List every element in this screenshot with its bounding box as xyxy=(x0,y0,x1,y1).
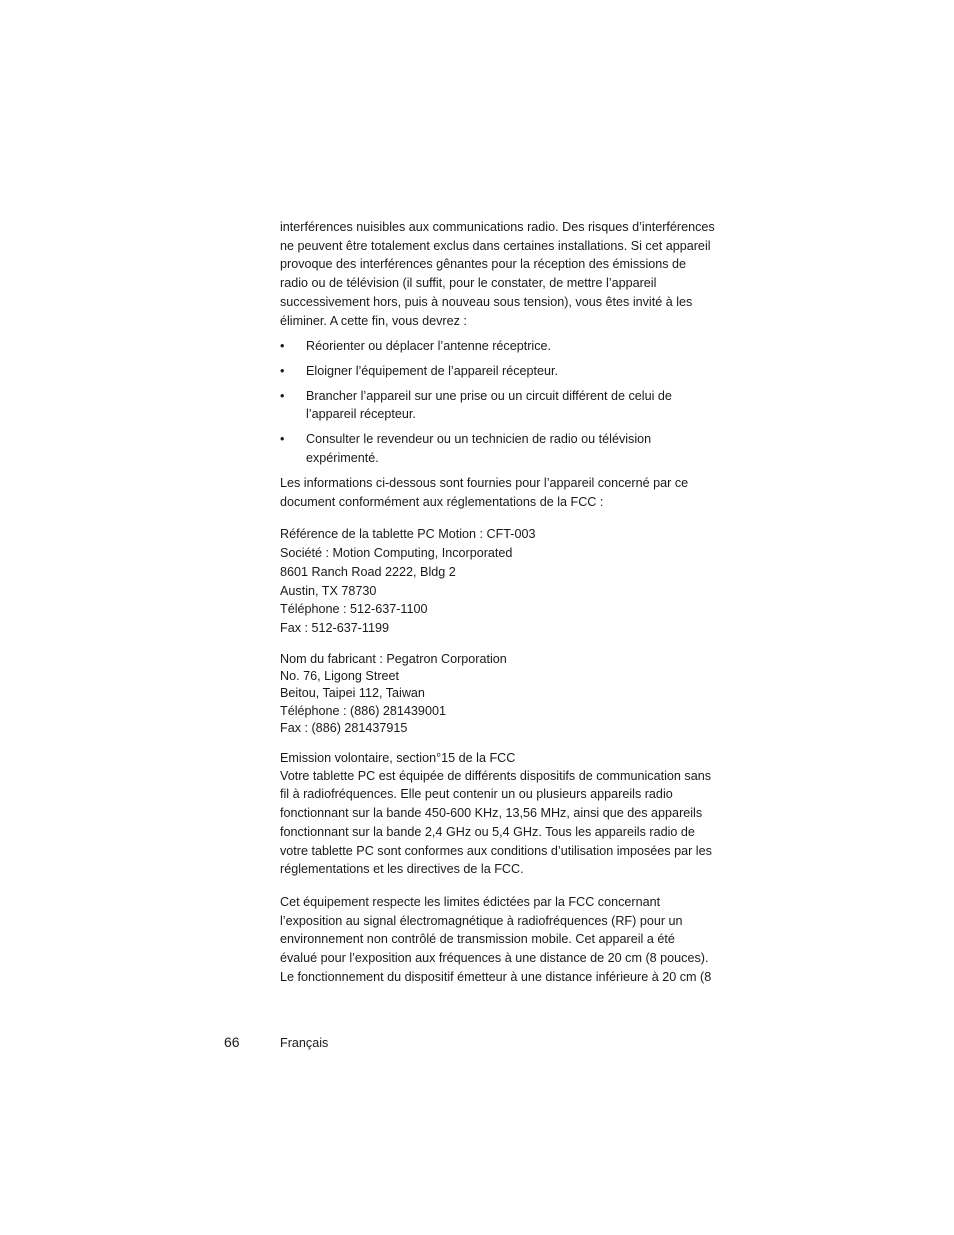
text-line: l’appareil récepteur. xyxy=(306,407,416,422)
text-line: 8601 Ranch Road 2222, Bldg 2 xyxy=(280,564,456,579)
text-line: ne peuvent être totalement exclus dans certaines installations. Si cet appareil xyxy=(280,238,711,253)
text-line: Nom du fabricant : Pegatron Corporation xyxy=(280,652,507,667)
text-line: Le fonctionnement du dispositif émetteur à une distance inférieure à 20 cm (8 xyxy=(280,969,712,984)
text-line: l’exposition au signal électromagnétique à radiofréquences (RF) pour un xyxy=(280,913,683,928)
text-line: Société : Motion Computing, Incorporated xyxy=(280,545,513,560)
section-heading: Emission volontaire, section°15 de la FCC xyxy=(280,750,516,765)
text-line: Téléphone : (886) 281439001 xyxy=(280,703,446,718)
text-line: provoque des interférences gênantes pour la réception des émissions de xyxy=(280,257,687,272)
text-line: Les informations ci-dessous sont fournies pour l’appareil concerné par ce xyxy=(280,476,689,491)
text-line: Fax : 512-637-1199 xyxy=(280,621,389,636)
list-item xyxy=(280,337,732,356)
text-line: radio ou de télévision (il suffit, pour le constater, de mettre l’appareil xyxy=(280,276,657,291)
text-line: Consulter le revendeur ou un technicien de radio ou télévision xyxy=(306,432,652,447)
list-item xyxy=(280,387,732,424)
text-line: Eloigner l’équipement de l’appareil récepteur. xyxy=(306,363,559,378)
text-line: réglementations et les directives de la FCC. xyxy=(280,862,524,877)
text-line: Cet équipement respecte les limites édictées par la FCC concernant xyxy=(280,894,661,909)
text-line: éliminer. A cette fin, vous devrez : xyxy=(280,313,467,328)
motion-address-block xyxy=(280,525,732,638)
footer-language: Français xyxy=(280,1036,329,1050)
list-item xyxy=(280,362,732,381)
intro-paragraph xyxy=(280,218,732,330)
manufacturer-address-block xyxy=(280,651,732,736)
text-line: Téléphone : 512-637-1100 xyxy=(280,602,428,617)
text-line: fonctionnant sur la bande 450-600 KHz, 13,56 MHz, ainsi que des appareils xyxy=(280,806,703,821)
text-line: Réorienter ou déplacer l’antenne réceptrice. xyxy=(306,339,552,354)
text-line: document conformément aux réglementations de la FCC : xyxy=(280,495,604,510)
text-line: No. 76, Ligong Street xyxy=(280,669,400,684)
text-line: Référence de la tablette PC Motion : CFT-003 xyxy=(280,526,536,541)
bullet-icon: • xyxy=(280,363,285,378)
page-content xyxy=(280,218,732,986)
text-line: successivement hors, puis à nouveau sous tension), vous êtes invité à les xyxy=(280,294,693,309)
info-paragraph xyxy=(280,474,732,511)
text-line: évalué pour l’exposition aux fréquences à une distance de 20 cm (8 pouces). xyxy=(280,951,709,966)
text-line: expérimenté. xyxy=(306,450,379,465)
text-line: environnement non contrôlé de transmission mobile. Cet appareil a été xyxy=(280,932,675,947)
emission-paragraph xyxy=(280,750,732,879)
text-line: votre tablette PC sont conformes aux conditions d’utilisation imposées par les xyxy=(280,843,712,858)
text-line: fonctionnant sur la bande 2,4 GHz ou 5,4 GHz. Tous les appareils radio de xyxy=(280,824,695,839)
exposure-paragraph xyxy=(280,893,732,987)
page-number: 66 xyxy=(224,1034,240,1050)
bullet-list xyxy=(280,337,732,467)
text-line: Votre tablette PC est équipée de différents dispositifs de communication sans xyxy=(280,768,712,783)
bullet-icon: • xyxy=(280,339,285,354)
text-line: Austin, TX 78730 xyxy=(280,583,377,598)
text-line: Fax : (886) 281437915 xyxy=(280,720,408,735)
bullet-icon: • xyxy=(280,432,285,447)
text-line: Brancher l’appareil sur une prise ou un circuit différent de celui de xyxy=(306,388,672,403)
text-line: fil à radiofréquences. Elle peut contenir un ou plusieurs appareils radio xyxy=(280,787,673,802)
list-item xyxy=(280,430,732,467)
text-line: Beitou, Taipei 112, Taiwan xyxy=(280,686,425,701)
text-line: interférences nuisibles aux communications radio. Des risques d’interférences xyxy=(280,220,715,234)
bullet-icon: • xyxy=(280,388,285,403)
